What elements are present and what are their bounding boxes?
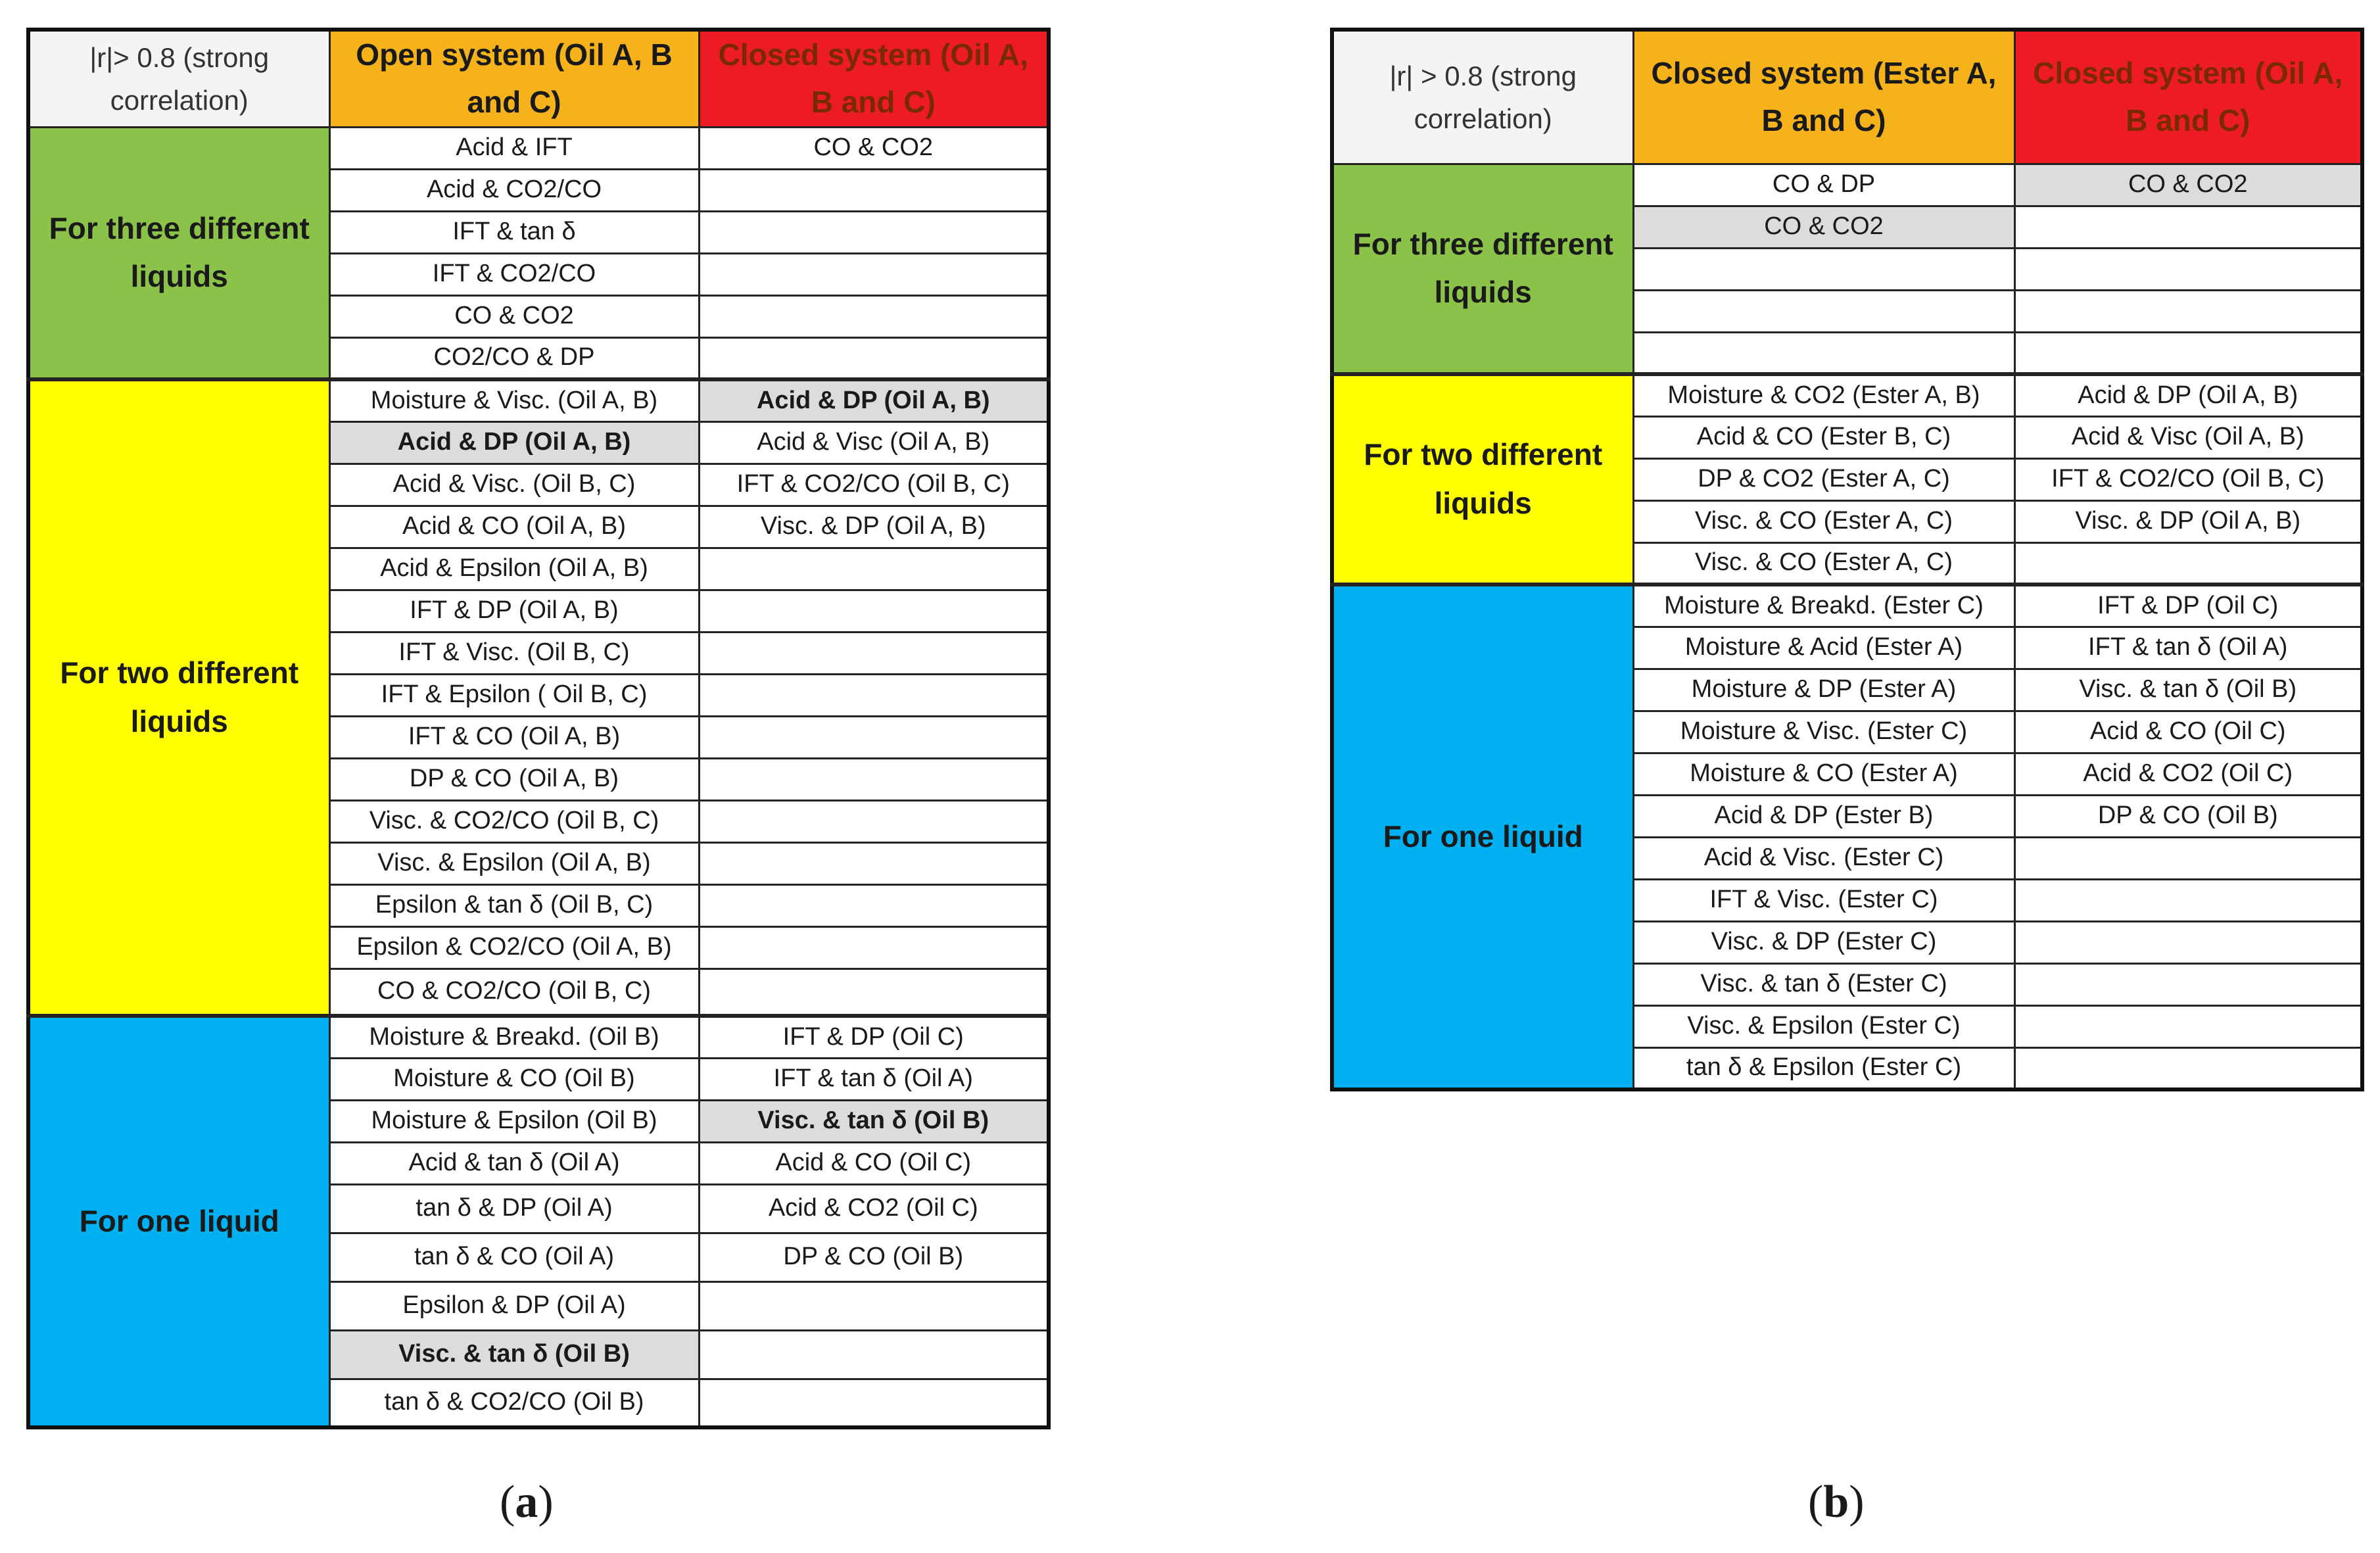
closed-cell bbox=[699, 169, 1049, 211]
closed-cell: CO & CO2 bbox=[699, 127, 1049, 169]
oil-cell bbox=[2014, 879, 2362, 921]
oil-cell-highlighted: CO & CO2 bbox=[2014, 164, 2362, 206]
oil-cell bbox=[2014, 1047, 2362, 1089]
ester-cell: Moisture & Visc. (Ester C) bbox=[1633, 711, 2014, 753]
ester-cell: Visc. & DP (Ester C) bbox=[1633, 921, 2014, 963]
open-cell: CO & CO2/CO (Oil B, C) bbox=[329, 968, 699, 1016]
table-header-row bbox=[28, 30, 1049, 127]
closed-cell: IFT & CO2/CO (Oil B, C) bbox=[699, 464, 1049, 506]
oil-cell: Acid & CO (Oil C) bbox=[2014, 711, 2362, 753]
panel-label-a-letter: a bbox=[515, 1477, 538, 1527]
ester-cell bbox=[1633, 290, 2014, 332]
open-cell: CO2/CO & DP bbox=[329, 337, 699, 379]
ester-cell: IFT & Visc. (Ester C) bbox=[1633, 879, 2014, 921]
open-cell: IFT & Visc. (Oil B, C) bbox=[329, 632, 699, 674]
closed-cell bbox=[699, 1379, 1049, 1427]
open-cell: IFT & Epsilon ( Oil B, C) bbox=[329, 674, 699, 716]
ester-cell: Moisture & DP (Ester A) bbox=[1633, 669, 2014, 711]
oil-cell: IFT & CO2/CO (Oil B, C) bbox=[2014, 458, 2362, 500]
closed-cell bbox=[699, 590, 1049, 632]
closed-cell: Visc. & DP (Oil A, B) bbox=[699, 506, 1049, 548]
oil-cell bbox=[2014, 332, 2362, 374]
ester-cell bbox=[1633, 248, 2014, 290]
closed-cell bbox=[699, 884, 1049, 926]
ester-cell: Acid & CO (Ester B, C) bbox=[1633, 416, 2014, 458]
closed-cell: Acid & Visc (Oil A, B) bbox=[699, 421, 1049, 464]
closed-cell bbox=[699, 211, 1049, 253]
closed-cell bbox=[699, 632, 1049, 674]
closed-cell bbox=[699, 1330, 1049, 1379]
group-one-liquid: For one liquid bbox=[28, 1016, 329, 1427]
open-cell: IFT & CO2/CO bbox=[329, 253, 699, 295]
closed-cell bbox=[699, 548, 1049, 590]
ester-cell: Visc. & tan δ (Ester C) bbox=[1633, 963, 2014, 1005]
panel-label-b-letter: b bbox=[1823, 1477, 1849, 1527]
closed-cell-highlighted: Visc. & tan δ (Oil B) bbox=[699, 1100, 1049, 1142]
closed-cell bbox=[699, 968, 1049, 1016]
oil-cell bbox=[2014, 248, 2362, 290]
closed-cell bbox=[699, 295, 1049, 337]
table-row bbox=[1332, 585, 2362, 627]
ester-cell: CO & DP bbox=[1633, 164, 2014, 206]
header-closed-system: Closed system (Oil A, B and C) bbox=[699, 30, 1049, 127]
ester-cell: Acid & DP (Ester B) bbox=[1633, 795, 2014, 837]
oil-cell: Acid & Visc (Oil A, B) bbox=[2014, 416, 2362, 458]
header-closed-oil: Closed system (Oil A, B and C) bbox=[2014, 30, 2362, 164]
oil-cell bbox=[2014, 290, 2362, 332]
group-two-liquids: For two different liquids bbox=[1332, 374, 1633, 585]
oil-cell bbox=[2014, 542, 2362, 585]
closed-cell bbox=[699, 337, 1049, 379]
oil-cell bbox=[2014, 206, 2362, 248]
closed-cell: Acid & CO2 (Oil C) bbox=[699, 1184, 1049, 1233]
header-open-system: Open system (Oil A, B and C) bbox=[329, 30, 699, 127]
closed-cell: IFT & DP (Oil C) bbox=[699, 1016, 1049, 1058]
closed-cell bbox=[699, 926, 1049, 968]
closed-cell bbox=[699, 800, 1049, 842]
ester-cell: Moisture & Acid (Ester A) bbox=[1633, 627, 2014, 669]
ester-cell: DP & CO2 (Ester A, C) bbox=[1633, 458, 2014, 500]
table-row bbox=[1332, 374, 2362, 416]
open-cell: Moisture & Breakd. (Oil B) bbox=[329, 1016, 699, 1058]
open-cell: CO & CO2 bbox=[329, 295, 699, 337]
open-cell: tan δ & CO (Oil A) bbox=[329, 1233, 699, 1281]
open-cell: IFT & tan δ bbox=[329, 211, 699, 253]
open-cell: Acid & tan δ (Oil A) bbox=[329, 1142, 699, 1184]
closed-cell bbox=[699, 674, 1049, 716]
open-cell: Acid & CO (Oil A, B) bbox=[329, 506, 699, 548]
table-row bbox=[28, 1016, 1049, 1058]
oil-cell: IFT & tan δ (Oil A) bbox=[2014, 627, 2362, 669]
open-cell: IFT & DP (Oil A, B) bbox=[329, 590, 699, 632]
table-row bbox=[28, 379, 1049, 421]
open-cell: Epsilon & DP (Oil A) bbox=[329, 1281, 699, 1330]
ester-cell: Moisture & CO (Ester A) bbox=[1633, 753, 2014, 795]
panel-label-a: (a) bbox=[500, 1477, 554, 1527]
oil-cell bbox=[2014, 837, 2362, 879]
oil-cell bbox=[2014, 921, 2362, 963]
table-row bbox=[1332, 164, 2362, 206]
closed-cell bbox=[699, 758, 1049, 800]
panel-label-b: (b) bbox=[1808, 1477, 1865, 1527]
correlation-table-a bbox=[26, 28, 1051, 1429]
ester-cell: Moisture & Breakd. (Ester C) bbox=[1633, 585, 2014, 627]
ester-cell: tan δ & Epsilon (Ester C) bbox=[1633, 1047, 2014, 1089]
open-cell: tan δ & DP (Oil A) bbox=[329, 1184, 699, 1233]
group-three-liquids: For three different liquids bbox=[1332, 164, 1633, 374]
open-cell: Acid & IFT bbox=[329, 127, 699, 169]
group-two-liquids: For two different liquids bbox=[28, 379, 329, 1016]
open-cell-highlighted: Acid & DP (Oil A, B) bbox=[329, 421, 699, 464]
oil-cell bbox=[2014, 963, 2362, 1005]
closed-cell bbox=[699, 1281, 1049, 1330]
ester-cell-highlighted: CO & CO2 bbox=[1633, 206, 2014, 248]
closed-cell bbox=[699, 842, 1049, 884]
open-cell: tan δ & CO2/CO (Oil B) bbox=[329, 1379, 699, 1427]
oil-cell: Visc. & DP (Oil A, B) bbox=[2014, 500, 2362, 542]
oil-cell: IFT & DP (Oil C) bbox=[2014, 585, 2362, 627]
open-cell: Visc. & Epsilon (Oil A, B) bbox=[329, 842, 699, 884]
oil-cell: Acid & CO2 (Oil C) bbox=[2014, 753, 2362, 795]
open-cell: Acid & CO2/CO bbox=[329, 169, 699, 211]
open-cell: Epsilon & CO2/CO (Oil A, B) bbox=[329, 926, 699, 968]
open-cell: Acid & Visc. (Oil B, C) bbox=[329, 464, 699, 506]
open-cell: Acid & Epsilon (Oil A, B) bbox=[329, 548, 699, 590]
open-cell: Moisture & Epsilon (Oil B) bbox=[329, 1100, 699, 1142]
closed-cell bbox=[699, 716, 1049, 758]
open-cell-highlighted: Visc. & tan δ (Oil B) bbox=[329, 1330, 699, 1379]
open-cell: Epsilon & tan δ (Oil B, C) bbox=[329, 884, 699, 926]
group-three-liquids: For three different liquids bbox=[28, 127, 329, 379]
open-cell: Moisture & Visc. (Oil A, B) bbox=[329, 379, 699, 421]
ester-cell: Visc. & CO (Ester A, C) bbox=[1633, 542, 2014, 585]
closed-cell bbox=[699, 253, 1049, 295]
closed-cell: IFT & tan δ (Oil A) bbox=[699, 1058, 1049, 1100]
table-row bbox=[28, 127, 1049, 169]
ester-cell: Moisture & CO2 (Ester A, B) bbox=[1633, 374, 2014, 416]
group-one-liquid: For one liquid bbox=[1332, 585, 1633, 1089]
open-cell: Visc. & CO2/CO (Oil B, C) bbox=[329, 800, 699, 842]
ester-cell: Visc. & CO (Ester A, C) bbox=[1633, 500, 2014, 542]
header-closed-ester: Closed system (Ester A, B and C) bbox=[1633, 30, 2014, 164]
oil-cell: Visc. & tan δ (Oil B) bbox=[2014, 669, 2362, 711]
header-corner-cell: |r|> 0.8 (strong correlation) bbox=[28, 30, 329, 127]
closed-cell: Acid & CO (Oil C) bbox=[699, 1142, 1049, 1184]
table-header-row bbox=[1332, 30, 2362, 164]
closed-cell: DP & CO (Oil B) bbox=[699, 1233, 1049, 1281]
correlation-table-b bbox=[1330, 28, 2364, 1091]
closed-cell-highlighted: Acid & DP (Oil A, B) bbox=[699, 379, 1049, 421]
ester-cell: Acid & Visc. (Ester C) bbox=[1633, 837, 2014, 879]
ester-cell bbox=[1633, 332, 2014, 374]
ester-cell: Visc. & Epsilon (Ester C) bbox=[1633, 1005, 2014, 1047]
open-cell: IFT & CO (Oil A, B) bbox=[329, 716, 699, 758]
oil-cell bbox=[2014, 1005, 2362, 1047]
open-cell: Moisture & CO (Oil B) bbox=[329, 1058, 699, 1100]
open-cell: DP & CO (Oil A, B) bbox=[329, 758, 699, 800]
oil-cell: Acid & DP (Oil A, B) bbox=[2014, 374, 2362, 416]
header-corner-cell: |r| > 0.8 (strong correlation) bbox=[1332, 30, 1633, 164]
oil-cell: DP & CO (Oil B) bbox=[2014, 795, 2362, 837]
